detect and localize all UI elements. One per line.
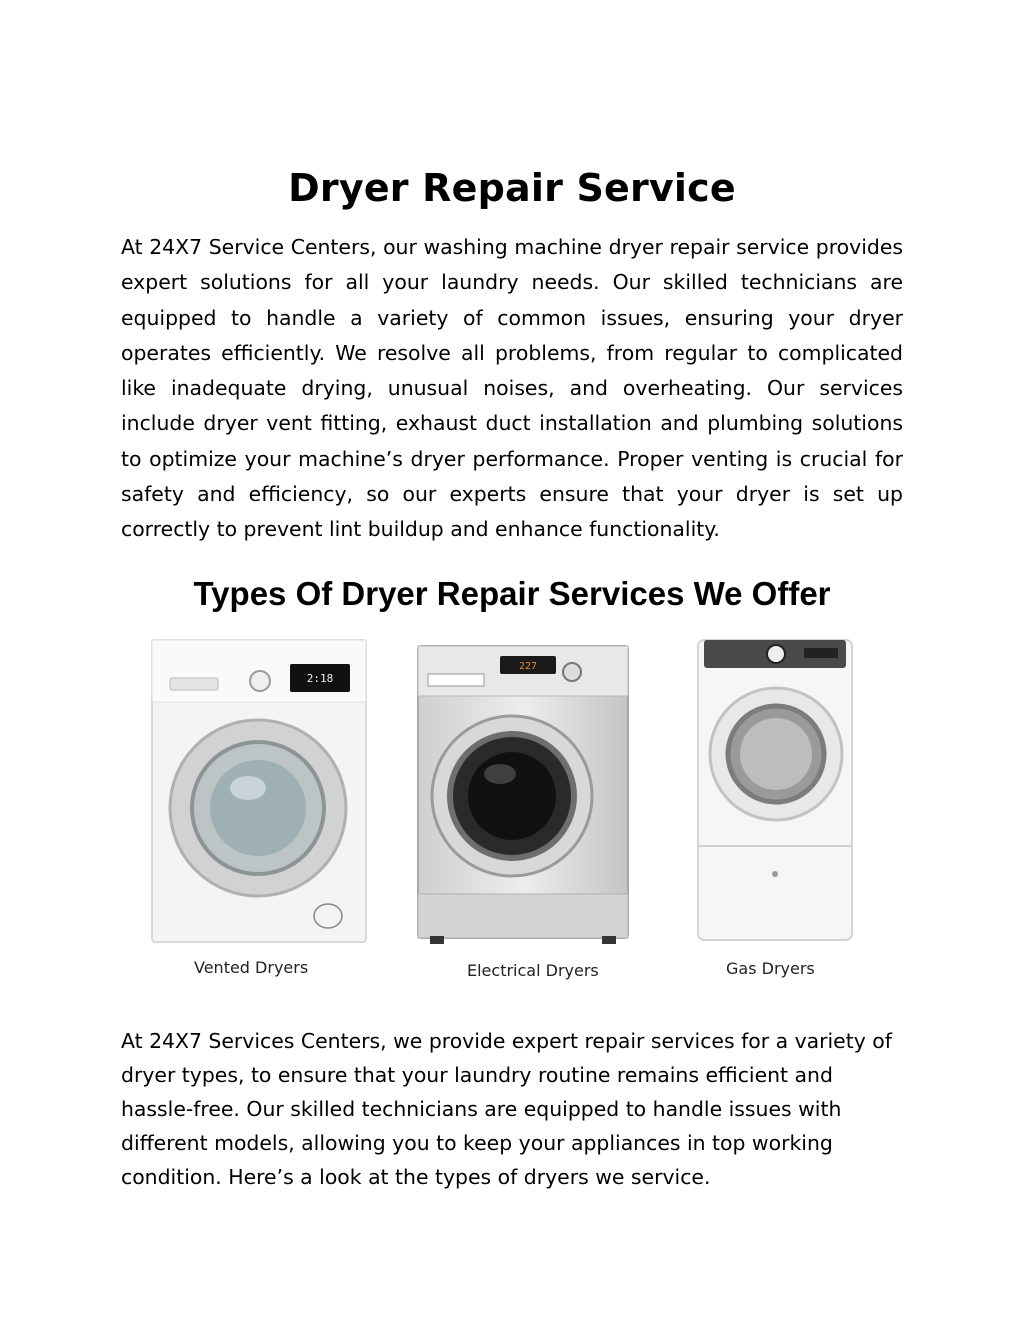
- page-title: Dryer Repair Service: [288, 166, 736, 210]
- dryer-types-figure: [140, 630, 880, 990]
- electrical-display-readout: 227: [518, 661, 538, 672]
- caption-vented-dryers: Vented Dryers: [194, 958, 309, 977]
- caption-electrical-dryers: Electrical Dryers: [467, 961, 599, 980]
- caption-gas-dryers: Gas Dryers: [726, 959, 815, 978]
- vented-display-readout: 2:18: [306, 672, 334, 685]
- vented-dryer-image: [150, 638, 370, 946]
- section-heading: Types Of Dryer Repair Services We Offer: [193, 575, 831, 612]
- intro-paragraph: At 24X7 Service Centers, our washing machine dryer repair service provides expert solutions for all your laundry needs. Our skilled technicians are equipped to handle a variety of common issues, ensuring your dryer operates efficiently. We resolve all problems, from regular to complicated like inadequate drying, unusual noises, and overheating. Our services include dryer vent fitting, exhaust duct installation and plumbing solutions to optimize your machine’s dryer performance. Proper venting is crucial for safety and efficiency, so our experts ensure that your dryer is set up correctly to prevent lint buildup and enhance functionality.: [121, 235, 903, 542]
- electrical-dryer-image: [416, 644, 630, 948]
- closing-paragraph: At 24X7 Services Centers, we provide expert repair services for a variety of dryer types, to ensure that your laundry routine remains efficient and hassle-free. Our skilled technicians are equipped to handle issues with different models, allowing you to keep your appliances in top working condition. Here’s a look at the types of dryers we service.: [121, 1029, 892, 1189]
- gas-dryer-image: [694, 636, 856, 948]
